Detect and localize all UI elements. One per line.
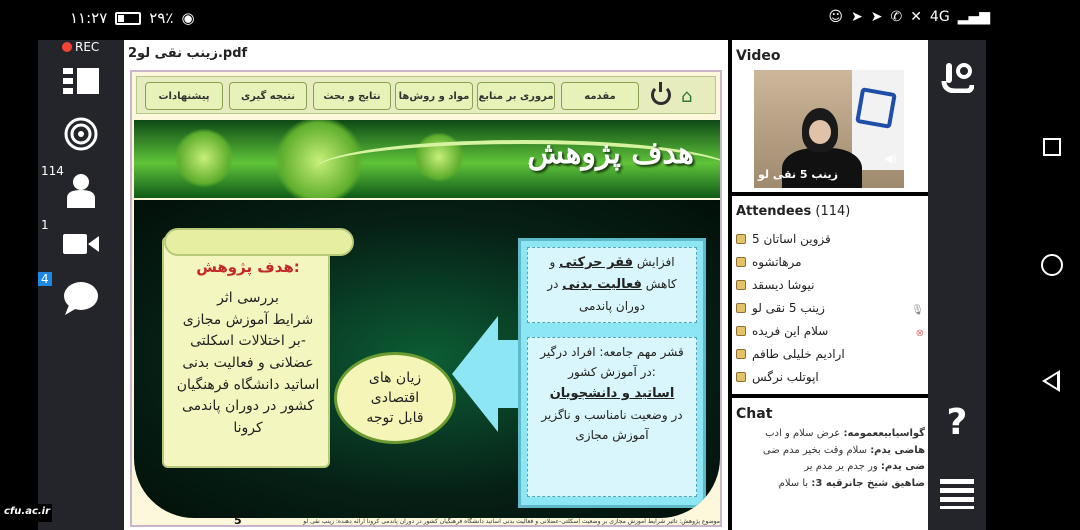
nav-btn-literature[interactable]: مروری بر منابع — [477, 82, 555, 110]
chat-count-badge: 4 — [38, 272, 52, 286]
telegram-icon-2: ➤ — [870, 9, 883, 25]
missed-call-icon: ✕ — [910, 9, 922, 25]
attendee-lock-icon — [736, 234, 746, 244]
problem-line-3: دوران پاندمی — [579, 299, 645, 314]
chat-sender: گواسیابیععمومه: — [843, 428, 925, 439]
attendee-row[interactable] — [732, 228, 928, 251]
oval-line: قابل توجه — [366, 410, 424, 427]
slide-nav-bar — [136, 76, 716, 114]
goal-line: اساتید دانشگاه فرهنگیان — [176, 376, 320, 393]
rec-indicator[interactable] — [62, 40, 99, 54]
battery-percent: ۲۹٪ — [149, 9, 174, 27]
attendee-name: ﻣﺮﻫﺎﺗﺸﻮﻩ — [752, 255, 802, 269]
signal-label: 4G — [929, 9, 950, 25]
scroll-top-decoration — [164, 228, 354, 256]
attendees-title — [736, 204, 850, 219]
chat-button[interactable] — [38, 272, 124, 324]
attendees-button[interactable] — [38, 164, 124, 216]
presenter-face — [809, 120, 831, 144]
chat-text: ور جدم یر مدم یر — [804, 461, 878, 472]
nav-btn-methods[interactable]: مواد و روش‌ها — [395, 82, 473, 110]
economic-loss-oval — [334, 352, 456, 444]
oval-line: زیان های — [368, 369, 422, 386]
chat-title: Chat — [736, 406, 773, 422]
chat-bubble-icon — [63, 281, 99, 315]
chat-text: عرض سلام و ادب — [765, 428, 841, 439]
nav-btn-conclusion[interactable]: نتیجه گیری — [229, 82, 307, 110]
attendee-presenter-icon — [736, 303, 746, 313]
microphone-icon: 🎙 — [911, 305, 924, 316]
whatsapp-icon: ✆ — [890, 9, 903, 25]
attendee-row[interactable] — [732, 343, 928, 366]
hamburger-icon — [940, 479, 974, 509]
attendee-lock-icon — [736, 257, 746, 267]
chat-sender: ضاهیق شیخ جانرقیه 3: — [811, 477, 925, 489]
user-icon — [64, 172, 98, 208]
text-segment: افزایش — [633, 255, 675, 269]
power-icon[interactable] — [651, 85, 671, 105]
emphasis-text: فعالیت بدنی — [562, 277, 642, 293]
attendee-row[interactable] — [732, 366, 928, 389]
goal-line: کرونا — [233, 420, 263, 437]
chat-text: با سلام — [778, 477, 809, 489]
video-panel — [732, 40, 928, 192]
watermark: cfu.ac.ir — [0, 504, 52, 522]
slide — [130, 70, 722, 527]
problem-box — [518, 238, 706, 508]
right-toolbar — [928, 40, 986, 530]
research-goal-title: هدف پژوهش: — [196, 258, 300, 276]
telegram-icon: ➤ — [850, 9, 863, 25]
footer-text: موضوع پژوهش: تاثیر شرایط آموزش مجازی بر وضعیت اسکلتی-عضلانی و فعالیت بدنی اساتید دانشگاه فرهنگیان کشور در دوران پاندمی کرونا ارائه دهنده: زینب نقی لو — [303, 518, 720, 525]
research-goal-box — [162, 236, 330, 468]
problem-box-bottom — [527, 337, 697, 497]
help-icon: ? — [946, 401, 968, 443]
problem-line-1 — [528, 252, 696, 274]
virus-illustration-1 — [174, 128, 234, 188]
speaker-icon: ◀) — [884, 152, 897, 165]
back-icon-inner — [1046, 374, 1057, 388]
attendee-lock-icon — [736, 280, 746, 290]
chat-list — [732, 428, 928, 494]
rec-label: REC — [75, 40, 100, 54]
group-line-5: آموزش مجازی — [575, 428, 649, 443]
university-logo — [855, 87, 897, 129]
camera-icon — [63, 232, 99, 256]
slide-footer — [134, 514, 720, 528]
arrow-stem — [496, 340, 520, 408]
signal-icon: ▂▄▆ — [957, 9, 990, 25]
attendee-name: ﺍﭘﻮﺗﻠﺐ ﻧﺮﮔﺲ — [752, 370, 819, 384]
attendees-title-text: Attendees — [736, 204, 812, 219]
attendee-lock-icon — [736, 372, 746, 382]
goal-line: شرایط آموزش مجازی — [182, 311, 314, 328]
status-right — [828, 9, 990, 25]
menu-button[interactable] — [928, 466, 986, 522]
text-segment: در — [547, 277, 563, 292]
attendee-lock-icon — [736, 349, 746, 359]
status-time: ۱۱:۲۷ — [70, 9, 108, 27]
goal-line: عضلانی و فعالیت بدنی — [182, 355, 314, 372]
problem-line-2 — [528, 274, 696, 296]
slide-body — [134, 200, 720, 518]
recents-icon[interactable] — [1043, 138, 1061, 156]
slide-banner — [134, 120, 720, 198]
nav-btn-results[interactable]: نتایج و بحث — [313, 82, 391, 110]
left-sidebar — [38, 40, 124, 530]
attendee-name: ﻗﺰﻭﯾﻦ ﺍﺳﺎﺗﺎﻥ 5 — [752, 232, 831, 246]
attendee-name: ﺍﺭﺍﺩﯾﻢ ﺧﻠﯿﻠﯽ ﻃﺎﻓﻢ — [752, 347, 845, 361]
attendee-name: ﺯﯾﻨﺐ 5 ﻧﻘﯽ ﻟﻮ — [752, 301, 825, 315]
attendee-row[interactable] — [732, 274, 928, 297]
layout-button[interactable] — [38, 56, 124, 108]
status-left — [70, 9, 195, 27]
attendees-count-badge: 114 — [41, 164, 64, 178]
chat-text: سلام وقت بخیر مدم ضی — [762, 444, 867, 456]
chat-message — [732, 478, 928, 491]
help-button[interactable] — [928, 394, 986, 450]
chat-panel — [732, 398, 928, 530]
document-title: 2ﺯﯾﻨﺐ ﻧﻘﯽ ﻟﻮ.pdf — [128, 46, 248, 61]
attendees-panel — [732, 196, 928, 394]
target-icon — [64, 117, 98, 151]
attendee-row[interactable] — [732, 320, 928, 343]
nav-btn-introduction[interactable]: مقدمه — [561, 82, 639, 110]
chat-sender: ضی یدم: — [880, 461, 925, 472]
status-bar — [0, 0, 1080, 38]
problem-box-top — [527, 247, 697, 323]
goal-line: بررسی اثر — [217, 290, 279, 306]
chat-message — [732, 428, 928, 441]
text-segment: و — [549, 255, 560, 269]
hand-raise-button[interactable] — [928, 48, 986, 104]
research-goal-text — [170, 288, 326, 440]
eye-icon: ◉ — [181, 9, 195, 27]
group-line-4: در وضعیت نامناسب و ناگزیر — [541, 407, 683, 422]
chat-message — [732, 445, 928, 458]
video-button[interactable] — [38, 218, 124, 270]
android-navigation — [1010, 110, 1080, 430]
goal-line: کشور در دوران پاندمی — [182, 398, 314, 415]
oval-line: اقتصادی — [370, 389, 420, 406]
video-participant-label: ﺯﯾﻨﺐ 5 ﻧﻘﯽ ﻟﻮ — [758, 168, 838, 181]
attendees-list — [732, 228, 928, 389]
video-panel-title: Video — [736, 48, 781, 64]
arrow-shape — [452, 316, 498, 432]
slide-title: هدف پژوهش — [527, 136, 694, 171]
attendee-lock-icon — [736, 326, 746, 336]
hand-icon — [940, 59, 974, 93]
chat-message — [732, 461, 928, 474]
group-line-1: قشر مهم جامعه: افراد درگیر — [540, 345, 684, 359]
video-count-badge: 1 — [41, 218, 49, 232]
group-line-2: در آموزش کشور: — [568, 365, 656, 380]
attendee-row[interactable] — [732, 297, 928, 320]
remove-icon[interactable]: ⊗ — [915, 328, 924, 339]
text-segment: کاهش — [641, 277, 677, 292]
layout-icon — [63, 68, 99, 96]
group-line-3: اساتید و دانشجویان — [549, 385, 675, 401]
home-icon[interactable]: ⌂ — [681, 86, 693, 107]
broadcast-button[interactable] — [38, 108, 124, 160]
chat-sender: هاضی یدم: — [870, 444, 925, 456]
page-number: 5 — [234, 514, 242, 527]
attendee-name: ﻧﯿﻮﺷﺎ ﺩﯾﺴﻘﺪ — [752, 278, 815, 292]
attendee-row[interactable] — [732, 251, 928, 274]
emoji-icon: ☺ — [828, 9, 843, 25]
document-viewer — [124, 40, 728, 530]
nav-btn-recommendations[interactable]: پیشنهادات — [145, 82, 223, 110]
emphasis-text: فقر حرکتی — [559, 255, 634, 270]
goal-line: بر اختلالات اسکلتی- — [190, 333, 306, 350]
attendee-name: ﺳﻼﻡ ﺍﯾﻦ ﻓﺮﯾﺪﻩ — [752, 324, 829, 338]
battery-icon — [115, 12, 141, 25]
attendees-count: (114) — [815, 204, 851, 219]
home-circle-icon[interactable] — [1041, 254, 1063, 276]
rec-dot-icon — [62, 42, 72, 52]
